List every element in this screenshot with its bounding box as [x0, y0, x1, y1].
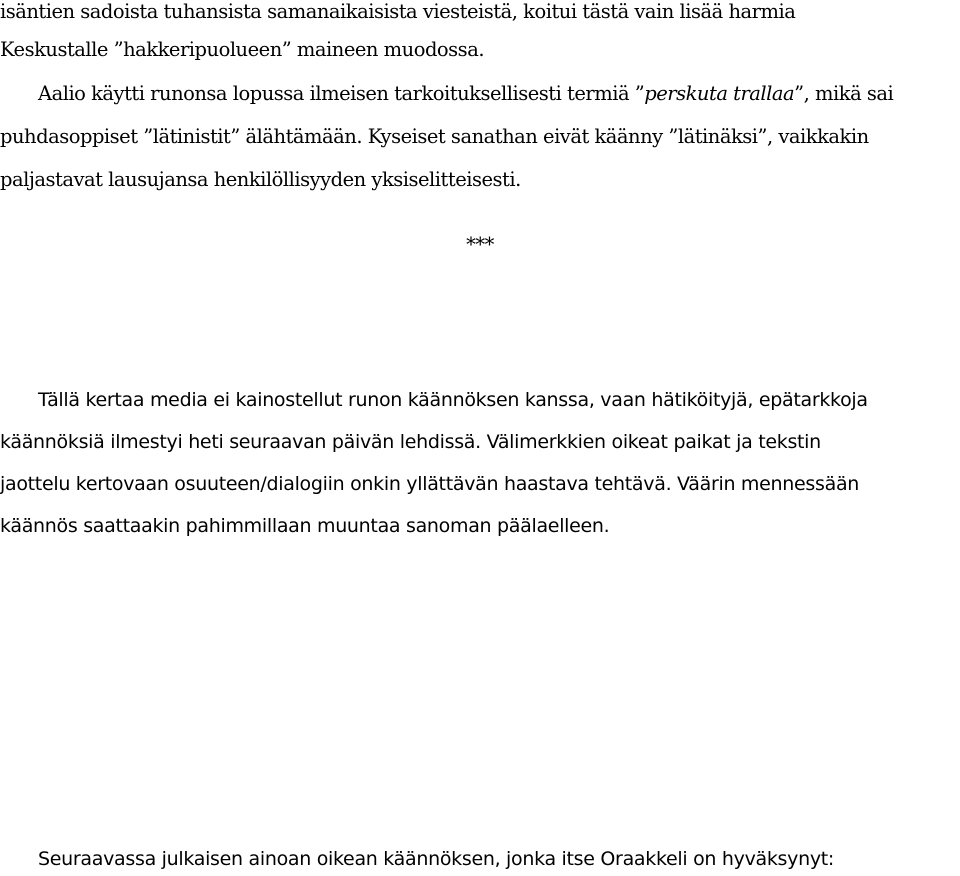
paragraph-1-line-1: isäntien sadoista tuhansista samanaikaisista viesteistä, koitui tästä vain lisää harmia — [0, 0, 796, 23]
italic-phrase: perskuta trallaa — [644, 82, 795, 105]
paragraph-3-line-1: Tällä kertaa media ei kainostellut runon käännöksen kanssa, vaan hätiköityjä, epätarkkoja — [38, 389, 868, 411]
paragraph-3-line-4: käännös saattaakin pahimmillaan muuntaa sanoman päälaelleen. — [0, 515, 610, 537]
paragraph-2-line-1 — [38, 82, 893, 105]
text-segment: ”, mikä sai — [794, 82, 894, 105]
paragraph-3-line-3: jaottelu kertovaan osuuteen/dialogiin onkin yllättävän haastava tehtävä. Väärin mennessään — [0, 473, 860, 495]
paragraph-1-line-2: Keskustalle ”hakkeripuolueen” maineen muodossa. — [0, 38, 485, 61]
footer-intro-line: Seuraavassa julkaisen ainoan oikean käännöksen, jonka itse Oraakkeli on hyväksynyt: — [38, 848, 835, 870]
paragraph-2-line-3: paljastavat lausujansa henkilöllisyyden yksiselitteisesti. — [0, 168, 521, 191]
text-segment: Aalio käytti runonsa lopussa ilmeisen tarkoituksellisesti termiä ” — [38, 82, 645, 105]
paragraph-3-line-2: käännöksiä ilmestyi heti seuraavan päivän lehdissä. Välimerkkien oikeat paikat ja tekstin — [0, 431, 821, 453]
section-separator: *** — [466, 233, 494, 256]
paragraph-2-line-2: puhdasoppiset ”lätinistit” älähtämään. Kyseiset sanathan eivät käänny ”lätinäksi”, vaikkakin — [0, 125, 869, 148]
